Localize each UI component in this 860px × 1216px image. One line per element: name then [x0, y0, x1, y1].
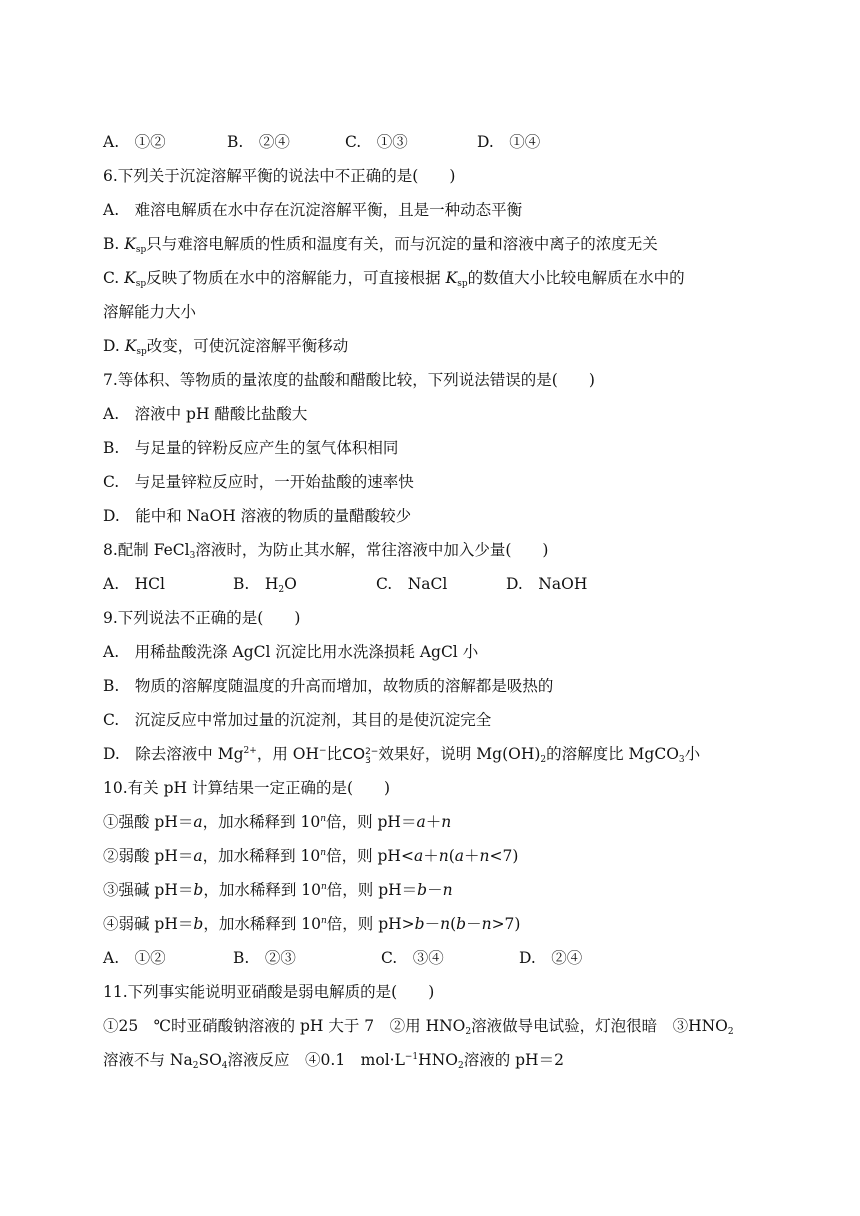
q9-d-text-3: 比 [326, 745, 343, 763]
q10-dilute: ，加水稀释到 10 [203, 881, 321, 899]
q9-d-text: D. 除去溶液中 Mg [103, 745, 244, 763]
var-n: n [320, 814, 327, 824]
var-a: a [193, 813, 203, 831]
q9-d-text-2: ，用 OH [256, 745, 319, 763]
q7-stem: 7.等体积、等物质的量浓度的盐酸和醋酸比较，下列说法错误的是( ) [103, 371, 595, 389]
exam-page [103, 125, 783, 1077]
q5-option-d[interactable]: D. ①④ [477, 133, 541, 151]
q10-dilute: ，加水稀释到 10 [203, 915, 321, 933]
q6-d-prefix: D. [103, 337, 125, 355]
condition: <7) [489, 847, 519, 865]
var-n: n [481, 915, 492, 933]
var-n: n [479, 847, 490, 865]
q9-option-c[interactable]: C. 沉淀反应中常加过量的沉淀剂，其目的是使沉淀完全 [103, 711, 492, 729]
q8-stem-text-end: 溶液时，为防止其水解，常往溶液中加入少量( ) [195, 541, 549, 559]
q7-option-c[interactable]: C. 与足量锌粒反应时，一开始盐酸的速率快 [103, 473, 414, 491]
q7-option-d[interactable]: D. 能中和 NaOH 溶液的物质的量醋酸较少 [103, 507, 412, 525]
q5-options [103, 125, 783, 159]
carbonate-formula [342, 745, 379, 766]
ksp-subscript: sp [135, 279, 147, 289]
hno2-subscript: 2 [465, 1027, 472, 1037]
q10-i3-text: ③强碱 pH＝ [103, 881, 194, 899]
q9-option-b[interactable]: B. 物质的溶解度随温度的升高而增加，故物质的溶解都是吸热的 [103, 677, 554, 695]
q8-stem-text: 8.配制 FeCl [103, 541, 190, 559]
q10-i2-text: ②弱酸 pH＝ [103, 847, 194, 865]
q6-option-c[interactable] [103, 261, 783, 295]
q6-option-b[interactable] [103, 227, 783, 261]
q10-item-2 [103, 839, 783, 873]
var-b: b [193, 915, 204, 933]
q9-d-text-4: 效果好，说明 Mg(OH) [378, 745, 541, 763]
var-b: b [414, 915, 425, 933]
q10-dilute: ，加水稀释到 10 [202, 813, 321, 831]
q6-stem: 6.下列关于沉淀溶解平衡的说法中不正确的是( ) [103, 167, 456, 185]
q7-option-b[interactable]: B. 与足量的锌粉反应产生的氢气体积相同 [103, 439, 399, 457]
q6-c-text: 反映了物质在水中的溶解能力，可直接根据 [146, 269, 441, 287]
var-a: a [416, 813, 426, 831]
ksp-symbol: K [124, 337, 137, 355]
q8-option-c[interactable]: C. NaCl [376, 575, 448, 593]
mgco3-subscript: 3 [678, 755, 685, 765]
q10-i4-text: ④弱碱 pH＝ [103, 915, 194, 933]
q11-stem: 11.下列事实能说明亚硝酸是弱电解质的是( ) [103, 983, 435, 1001]
q5-option-b[interactable]: B. ②④ [227, 133, 290, 151]
q5-option-a[interactable]: A. ①② [103, 133, 166, 151]
q8-b-text: B. H [233, 575, 279, 593]
q10-i1-text: ①强酸 pH＝ [103, 813, 194, 831]
q6-b-prefix: B. [103, 235, 125, 253]
q10-item-3 [103, 873, 783, 907]
q10-dilute: ，加水稀释到 10 [202, 847, 321, 865]
q6-option-c-continued: 溶解能力大小 [103, 303, 197, 321]
q10-then: 倍，则 pH＝ [326, 813, 417, 831]
q10-then: 倍，则 pH< [326, 847, 414, 865]
carbonate-charge: 2− [365, 747, 379, 757]
minus-sign: － [424, 915, 441, 933]
q11-text-7: 溶液的 pH＝2 [463, 1051, 564, 1069]
var-b: b [417, 881, 428, 899]
q9-d-text-end: 小 [684, 745, 701, 763]
q10-then: 倍，则 pH> [326, 915, 415, 933]
var-n: n [320, 848, 327, 858]
ksp-subscript: sp [457, 279, 468, 289]
q10-item-1 [103, 805, 783, 839]
q9-option-a[interactable]: A. 用稀盐酸洗涤 AgCl 沉淀比用水洗涤损耗 AgCl 小 [103, 643, 479, 661]
var-n: n [442, 881, 453, 899]
q10-option-a[interactable]: A. ①② [103, 949, 166, 967]
var-a: a [193, 847, 203, 865]
plus-sign: ＋ [464, 847, 480, 865]
q8-option-b[interactable] [233, 567, 376, 601]
condition: >7) [491, 915, 521, 933]
var-a: a [454, 847, 464, 865]
q10-options [103, 941, 783, 975]
q5-option-c[interactable]: C. ①③ [345, 133, 408, 151]
q11-text-5: 溶液反应 ④0.1 mol·L [227, 1051, 405, 1069]
plus-sign: ＋ [423, 847, 439, 865]
q8-b-text-end: O [284, 575, 297, 593]
q6-c-prefix: C. [103, 269, 125, 287]
q11-text: ①25 ℃时亚硝酸钠溶液的 pH 大于 7 ②用 HNO [103, 1017, 466, 1035]
plus-sign: ＋ [425, 813, 442, 831]
q8-option-a[interactable]: A. HCl [103, 575, 165, 593]
q6-option-d[interactable] [103, 329, 783, 363]
q11-text-4: SO [198, 1051, 222, 1069]
carbonate-subscript: 3 [365, 756, 371, 766]
hno2-subscript: 2 [457, 1061, 464, 1071]
var-n: n [440, 915, 451, 933]
var-n: n [438, 847, 449, 865]
var-b: b [193, 881, 204, 899]
q10-then: 倍，则 pH＝ [326, 881, 418, 899]
var-a: a [413, 847, 424, 865]
na2so4-subscript: 2 [192, 1061, 199, 1071]
q10-option-d[interactable]: D. ②④ [519, 949, 583, 967]
q8-b-subscript: 2 [278, 585, 285, 595]
q10-stem: 10.有关 pH 计算结果一定正确的是( ) [103, 779, 391, 797]
q6-c-text-end: 的数值大小比较电解质在水中的 [467, 269, 685, 287]
q8-stem [103, 533, 783, 567]
q10-option-b[interactable]: B. ②③ [233, 949, 296, 967]
ksp-symbol: K [124, 235, 136, 253]
minus-sign: － [466, 915, 482, 933]
ksp-symbol: K [445, 269, 458, 287]
q11-facts-line-1 [103, 1009, 783, 1043]
minus-sign: － [427, 881, 443, 899]
q9-option-d[interactable] [103, 737, 783, 771]
q11-text-2: 溶液做导电试验，灯泡很暗 ③HNO [471, 1017, 728, 1035]
unit-exponent: −1 [404, 1052, 419, 1062]
carbonate-co: CO [342, 745, 366, 763]
var-n: n [320, 916, 327, 926]
oh-charge: − [318, 746, 327, 756]
q7-option-a[interactable]: A. 溶液中 pH 醋酸比盐酸大 [103, 405, 308, 423]
q8-option-d[interactable]: D. NaOH [506, 575, 588, 593]
ksp-subscript: sp [135, 245, 147, 255]
q10-item-4 [103, 907, 783, 941]
q6-d-text: 改变，可使沉淀溶解平衡移动 [146, 337, 349, 355]
so4-subscript: 4 [221, 1061, 228, 1071]
q10-option-c[interactable]: C. ③④ [381, 949, 444, 967]
q11-facts-line-2 [103, 1043, 783, 1077]
ksp-subscript: sp [136, 347, 147, 357]
q9-d-text-5: 的溶解度比 MgCO [546, 745, 679, 763]
var-n: n [320, 882, 327, 892]
ksp-symbol: K [124, 269, 136, 287]
q11-text-3: 溶液不与 Na [103, 1051, 193, 1069]
q6-b-text: 只与难溶电解质的性质和温度有关，而与沉淀的量和溶液中离子的浓度无关 [146, 235, 658, 253]
var-n: n [441, 813, 452, 831]
q8-stem-subscript: 3 [189, 551, 196, 561]
q6-option-a[interactable]: A. 难溶电解质在水中存在沉淀溶解平衡，且是一种动态平衡 [103, 201, 523, 219]
mg-charge: 2+ [243, 746, 257, 756]
paren: ( [450, 915, 457, 933]
q9-stem: 9.下列说法不正确的是( ) [103, 609, 301, 627]
q8-options [103, 567, 783, 601]
q11-text-6: HNO [418, 1051, 458, 1069]
hno2-subscript: 2 [727, 1027, 734, 1037]
moh2-subscript: 2 [540, 755, 547, 765]
paren: ( [448, 847, 455, 865]
var-b: b [456, 915, 467, 933]
